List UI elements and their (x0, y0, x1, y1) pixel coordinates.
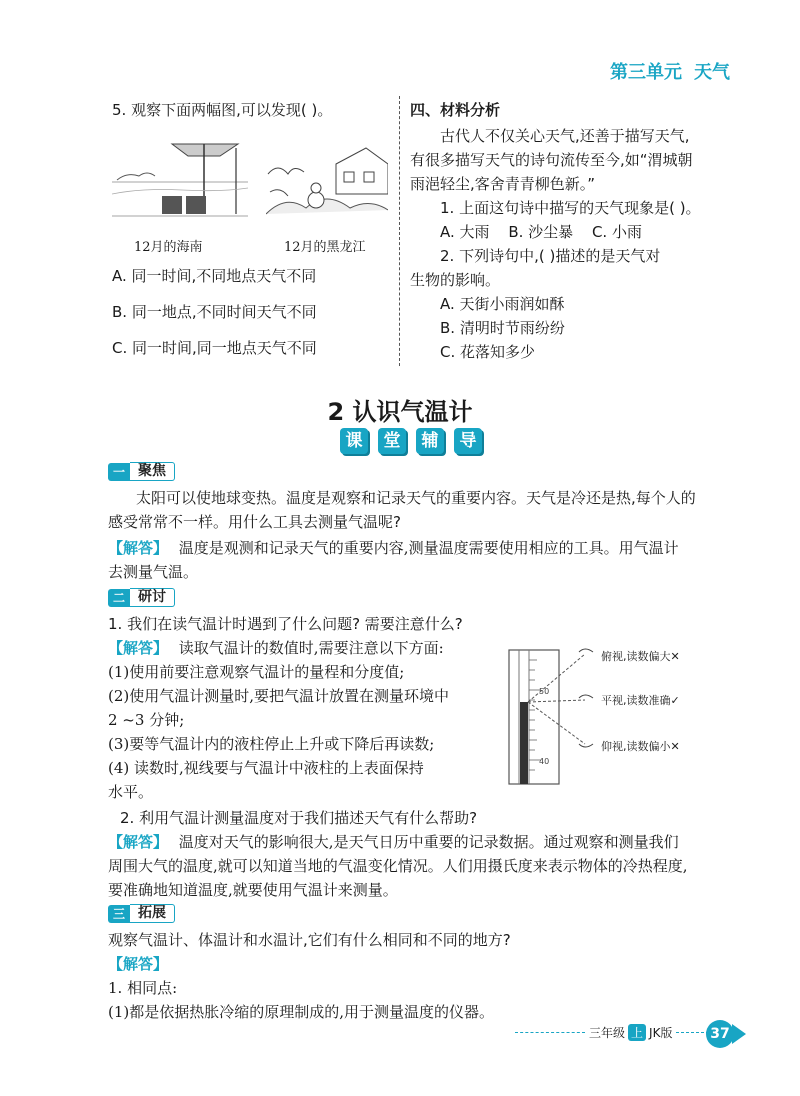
expand-answer-1: 1. 相同点: (108, 979, 178, 997)
heilongjiang-caption: 12月的黑龙江 (284, 240, 366, 255)
column-divider (399, 96, 400, 366)
unit-header (610, 58, 730, 84)
focus-p2: 感受常常不一样。用什么工具去测量气温呢? (108, 513, 401, 531)
unit-label: 第三单元 (610, 62, 682, 83)
material-q1-option-c: C. 小雨 (591, 223, 642, 241)
discuss-answer-4: 2 ~3 分钟; (108, 711, 185, 729)
thermometer-liquid-column (520, 702, 528, 784)
expand-question: 观察气温计、体温计和水温计,它们有什么相同和不同的地方? (108, 931, 511, 949)
eye-icons (579, 649, 593, 747)
discuss-answer-2: (1)使用前要注意观察气温计的量程和分度值; (108, 663, 405, 681)
discuss-answer-3: (2)使用气温计测量时,要把气温计放置在测量环境中 (108, 687, 450, 705)
discuss-tag-label: 研讨 (130, 588, 175, 607)
discuss-answer-1 (108, 636, 444, 660)
view-top-label: 俯视,读数偏大✕ (601, 650, 680, 663)
q5-option-c: C. 同一时间,同一地点天气不同 (112, 339, 317, 357)
class-guide-banner (340, 428, 482, 454)
material-q2-cont: 生物的影响。 (410, 271, 501, 289)
thermometer-scale-ticks (529, 660, 541, 770)
page-footer (515, 1024, 714, 1041)
eye-icon-top (579, 649, 593, 652)
eye-icon-level (579, 695, 593, 698)
discuss-answer-b1-text: 温度对天气的影响很大,是天气日历中重要的记录数据。通过观察和测量我们 (178, 833, 679, 851)
material-para-3: 雨浥轻尘,客舍青青柳色新。” (410, 175, 596, 193)
thermometer-reading-figure (505, 640, 725, 790)
tick-label-50: 50 (539, 687, 550, 696)
material-q1-option-a: A. 大雨 (440, 223, 490, 241)
expand-tag-label: 拓展 (130, 904, 175, 923)
discuss-answer-label: 【解答】 (108, 639, 169, 657)
tick-label-40: 40 (539, 757, 550, 766)
material-para-1: 古代人不仅关心天气,还善于描写天气, (440, 127, 690, 145)
unit-title: 天气 (694, 62, 730, 83)
material-q1-options (440, 220, 642, 244)
footer-term: 上 (628, 1024, 646, 1041)
page-number: 37 (706, 1020, 734, 1048)
discuss-tag-number: 二 (108, 589, 130, 607)
footer-dashes (515, 1032, 585, 1033)
material-q1: 1. 上面这句诗中描写的天气现象是( )。 (440, 199, 701, 217)
material-heading: 四、材料分析 (410, 101, 501, 119)
discuss-answer-b3: 要准确地知道温度,就要使用气温计来测量。 (108, 881, 398, 899)
discuss-answer-6: (4) 读数时,视线要与气温计中液柱的上表面保持 (108, 759, 424, 777)
focus-answer-text-1: 温度是观测和记录天气的重要内容,测量温度需要使用相应的工具。用气温计 (178, 539, 679, 557)
footer-edition: JK版 (649, 1026, 673, 1040)
material-q2-option-c: C. 花落知多少 (440, 343, 536, 361)
eye-icon-bottom (579, 744, 593, 747)
focus-tag (108, 462, 175, 481)
focus-answer-1 (108, 536, 679, 560)
discuss-answer-b1 (108, 830, 679, 854)
q5-question: 5. 观察下面两幅图,可以发现( )。 (112, 101, 333, 119)
banner-char-4: 导 (454, 428, 482, 454)
page-arrow-icon (732, 1024, 746, 1044)
hainan-beach-picture (112, 134, 248, 230)
discuss-answer-5: (3)要等气温计内的液柱停止上升或下降后再读数; (108, 735, 435, 753)
expand-tag-number: 三 (108, 905, 130, 923)
discuss-q2: 2. 利用气温计测量温度对于我们描述天气有什么帮助? (120, 809, 478, 827)
footer-grade: 三年级 (589, 1026, 626, 1040)
focus-p1: 太阳可以使地球变热。温度是观察和记录天气的重要内容。天气是冷还是热,每个人的 (136, 489, 696, 507)
heilongjiang-snow-picture (266, 134, 388, 230)
q5-option-b: B. 同一地点,不同时间天气不同 (112, 303, 317, 321)
material-q2: 2. 下列诗句中,( )描述的是天气对 (440, 247, 661, 265)
discuss-answer-b2: 周围大气的温度,就可以知道当地的气温变化情况。人们用摄氏度来表示物体的冷热程度, (108, 857, 688, 875)
material-para-2: 有很多描写天气的诗句流传至今,如“渭城朝 (410, 151, 693, 169)
material-q2-option-a: A. 天街小雨润如酥 (440, 295, 565, 313)
section-title: 2 认识气温计 (327, 398, 473, 426)
discuss-tag (108, 588, 175, 607)
material-q1-option-b: B. 沙尘暴 (508, 223, 574, 241)
discuss-answer-label-2: 【解答】 (108, 833, 169, 851)
focus-answer-2: 去测量气温。 (108, 563, 199, 581)
view-level-label: 平视,读数准确✓ (601, 694, 680, 707)
discuss-answer-text-1: 读取气温计的数值时,需要注意以下方面: (178, 639, 444, 657)
q5-option-a: A. 同一时间,不同地点天气不同 (112, 267, 317, 285)
banner-char-2: 堂 (378, 428, 406, 454)
expand-answer-label: 【解答】 (108, 955, 169, 973)
discuss-answer-7: 水平。 (108, 783, 154, 801)
sight-lines (528, 654, 585, 744)
banner-char-1: 课 (340, 428, 368, 454)
expand-tag (108, 904, 175, 923)
focus-tag-number: 一 (108, 463, 130, 481)
hainan-caption: 12月的海南 (134, 240, 203, 255)
view-bottom-label: 仰视,读数偏小✕ (601, 740, 680, 753)
focus-tag-label: 聚焦 (130, 462, 175, 481)
expand-answer-2: (1)都是依据热胀冷缩的原理制成的,用于测量温度的仪器。 (108, 1003, 495, 1021)
banner-char-3: 辅 (416, 428, 444, 454)
discuss-q1: 1. 我们在读气温计时遇到了什么问题? 需要注意什么? (108, 615, 463, 633)
focus-answer-label: 【解答】 (108, 539, 169, 557)
material-q2-option-b: B. 清明时节雨纷纷 (440, 319, 565, 337)
